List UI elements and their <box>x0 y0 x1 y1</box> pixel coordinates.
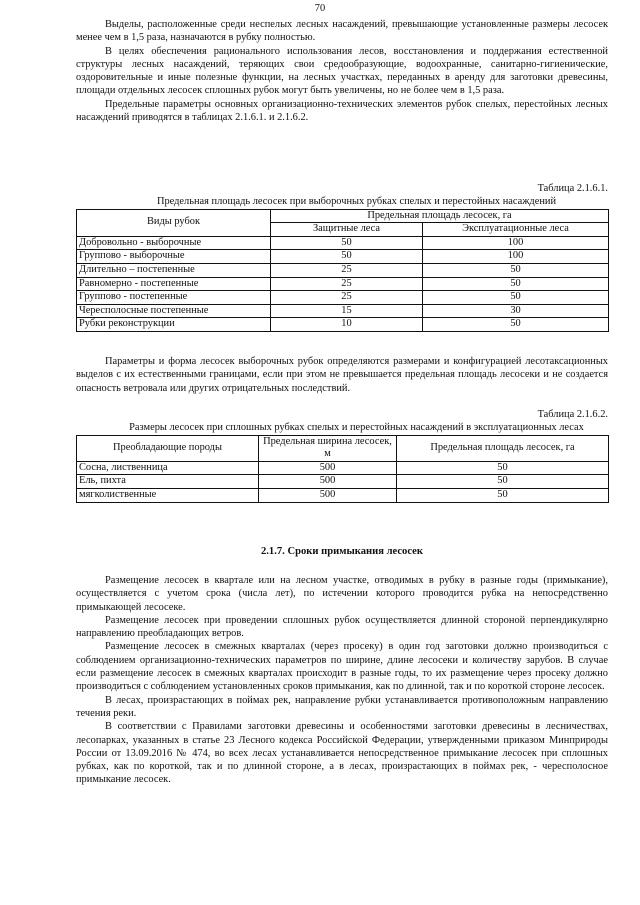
table-2-block <box>76 408 608 503</box>
column-header: Защитные леса <box>271 223 423 237</box>
column-header: Виды рубок <box>77 209 271 236</box>
cell-kind: Равномерно - постепенные <box>77 277 271 291</box>
table-1-block <box>76 182 608 332</box>
column-header: Преобладающие породы <box>77 435 259 461</box>
cell-kind: Длительно – постепенные <box>77 263 271 277</box>
table-row <box>77 475 609 489</box>
table-row <box>77 291 609 305</box>
section-text <box>76 574 608 787</box>
cell-kind: Добровольно - выборочные <box>77 236 271 250</box>
cell-area: 50 <box>397 475 609 489</box>
table-clear-cutting-size <box>76 435 609 503</box>
cell-protect: 10 <box>271 318 423 332</box>
cell-protect: 50 <box>271 250 423 264</box>
cell-area: 50 <box>397 461 609 475</box>
cell-exploit: 100 <box>423 250 609 264</box>
cell-area: 50 <box>397 488 609 502</box>
cell-kind: Группово - постепенные <box>77 291 271 305</box>
table-row <box>77 263 609 277</box>
cell-exploit: 50 <box>423 263 609 277</box>
paragraph: В лесах, произрастающих в поймах рек, направление рубки устанавливается противоположным направлению течения реки. <box>76 694 608 719</box>
column-group-header: Предельная площадь лесосек, га <box>271 209 609 223</box>
paragraph: Предельные параметры основных организационно-технических элементов рубок спелых, перестойных лесных насаждений приводятся в таблицах 2.1.6.1. и 2.1.6.2. <box>76 98 608 124</box>
paragraph: Размещение лесосек при проведении сплошных рубок осуществляется длинной стороной перпендикулярно направлению преобладающих ветров. <box>76 614 608 640</box>
table-label: Таблица 2.1.6.2. <box>537 409 608 420</box>
table-row <box>77 488 609 502</box>
table-row <box>77 461 609 475</box>
cell-exploit: 50 <box>423 318 609 332</box>
cell-exploit: 50 <box>423 291 609 305</box>
paragraph: Размещение лесосек в квартале или на лесном участке, отводимых в рубку в разные годы (примыкание), осуществляется с учетом срока (числа лет), по истечении которого проводится рубка на непосредственно примыкающей лесосеке. <box>76 575 608 613</box>
paragraph: В целях обеспечения рационального использования лесов, восстановления и поддержания естественной структуры лесных насаждений, теряющих свои средообразующие, водоохранные, санитарно-гигиенические, оздоровительные и иные полезные функции, на лесных участках, переданных в аренду для заготовки древесины, площади отдельных лесосек сплошных рубок могут быть увеличены, но не более чем в 1,5 раза. <box>76 45 608 97</box>
cell-exploit: 50 <box>423 277 609 291</box>
cell-species: мягколиственные <box>77 488 259 502</box>
page-number: 70 <box>314 3 326 14</box>
section-heading-block <box>76 545 608 558</box>
paragraph: В соответствии с Правилами заготовки древесины и особенностями заготовки древесины в лесничествах, лесопарках, указанных в статье 23 Лесного кодекса Российской Федерации, утвержденными приказом Минприроды России от 13.09.2016 № 474, во всех лесах устанавливается непосредственное примыкание лесосек при сплошных рубках, как по короткой, так и по длинной стороне, а в лесах, произрастающих в поймах рек, - чересполосное примыкание лесосек. <box>76 721 608 786</box>
column-header: Предельная площадь лесосек, га <box>397 435 609 461</box>
table-row <box>77 236 609 250</box>
cell-exploit: 100 <box>423 236 609 250</box>
cell-width: 500 <box>259 475 397 489</box>
cell-width: 500 <box>259 461 397 475</box>
cell-kind: Группово - выборочные <box>77 250 271 264</box>
paragraph: Параметры и форма лесосек выборочных рубок определяются размерами и конфигурацией лесотаксационных выделов с их естественными границами, если при этом не превышается предельная площадь лесосеки и не создается опасность ветровала или других отрицательных последствий. <box>76 356 608 394</box>
paragraph: Выделы, расположенные среди неспелых лесных насаждений, превышающие установленные размеры лесосек менее чем в 1,5 раза, назначаются в рубку полностью. <box>76 19 608 44</box>
table-label: Таблица 2.1.6.1. <box>537 183 608 194</box>
section-heading: 2.1.7. Сроки примыкания лесосек <box>260 546 423 557</box>
table-title: Размеры лесосек при сплошных рубках спелых и перестойных насаждений в эксплуатационных лесах <box>129 422 584 434</box>
intro-text <box>76 18 608 124</box>
cell-width: 500 <box>259 488 397 502</box>
table-row <box>77 304 609 318</box>
table-title: Предельная площадь лесосек при выборочных рубках спелых и перестойных насаждений <box>156 196 557 208</box>
cell-protect: 15 <box>271 304 423 318</box>
column-header: Эксплуатационные леса <box>423 223 609 237</box>
cell-exploit: 30 <box>423 304 609 318</box>
table-selective-cutting-area <box>76 209 609 332</box>
cell-protect: 25 <box>271 277 423 291</box>
cell-kind: Чересполосные постепенные <box>77 304 271 318</box>
table-row <box>77 318 609 332</box>
cell-protect: 50 <box>271 236 423 250</box>
column-header: Предельная ширина лесосек, м <box>259 435 397 461</box>
table-row <box>77 250 609 264</box>
cell-kind: Рубки реконструкции <box>77 318 271 332</box>
cell-protect: 25 <box>271 291 423 305</box>
table-row <box>77 277 609 291</box>
cell-protect: 25 <box>271 263 423 277</box>
paragraph: Размещение лесосек в смежных кварталах (через просеку) в один год заготовки должно производиться с соблюдением организационно-технических параметров по ширине, длине лесосеки и количеству зарубов. В случае если размещение лесосек в смежных кварталах происходит в разные годы, то их размещение через просеку должно производиться с соблюдением установленных сроков примыкания, как по длинной, так и по короткой стороне лесосек. <box>76 641 608 693</box>
cell-species: Сосна, лиственница <box>77 461 259 475</box>
cell-species: Ель, пихта <box>77 475 259 489</box>
mid-text <box>76 355 608 395</box>
